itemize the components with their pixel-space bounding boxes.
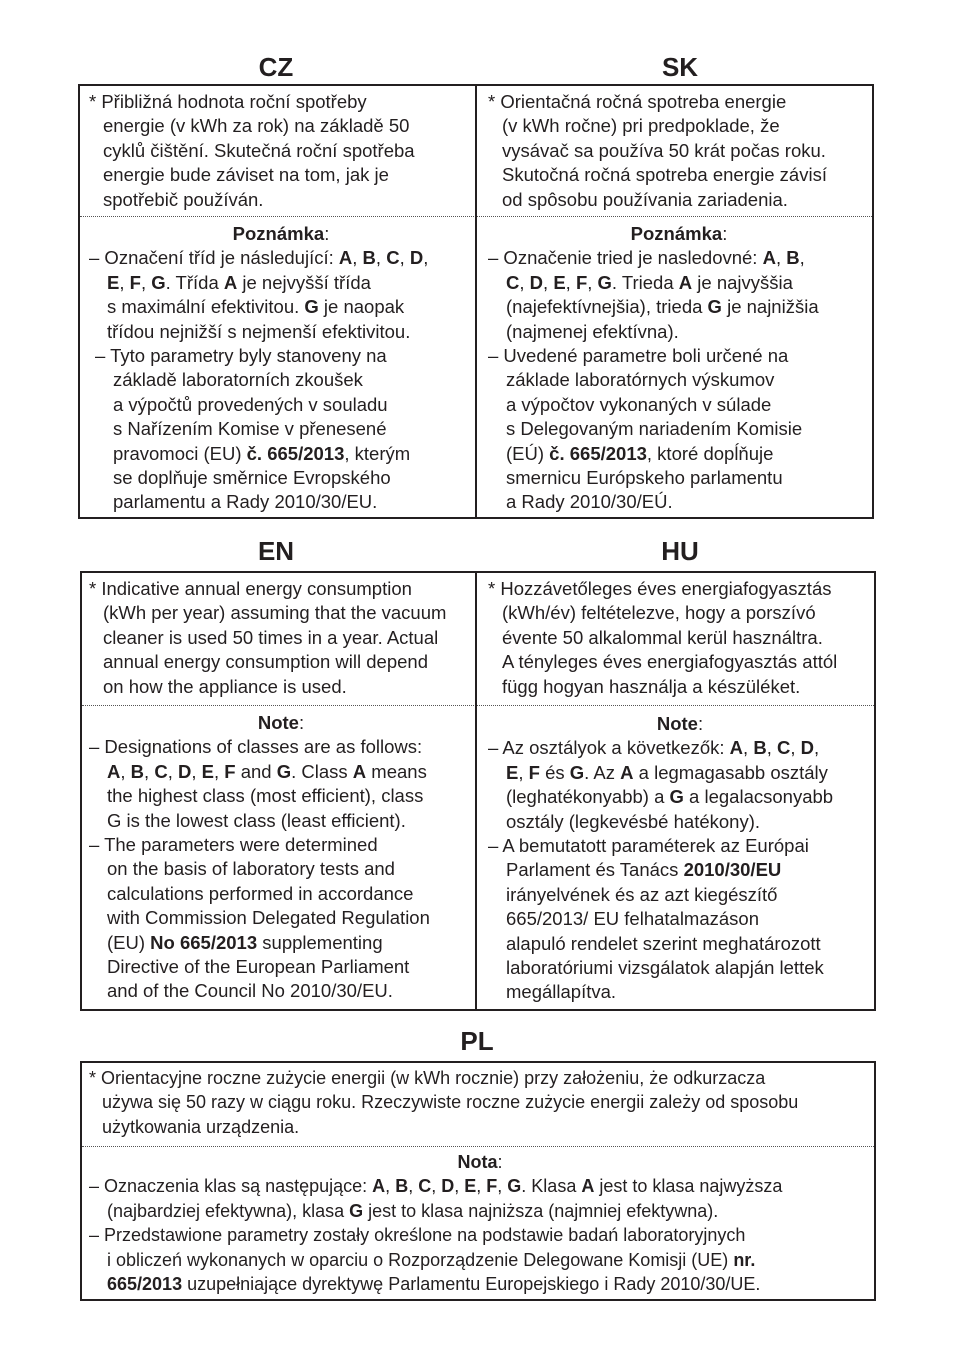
divider-dotted [477,216,872,217]
hu-note-line: alapuló rendelet szerint meghatározott [506,932,821,954]
sk-intro-line: * Orientačná ročná spotreba energie [488,91,787,112]
sk-note-line: C, D, E, F, G. Trieda A je najvyššia [506,271,793,293]
sk-intro-line: (v kWh ročne) pri predpoklade, že [502,115,780,137]
hu-intro-line: * Hozzávetőleges éves energiafogyasztás [488,578,832,599]
cz-intro-line: * Přibližná hodnota roční spotřeby [89,91,367,112]
cz-note-line: základě laboratorních zkoušek [113,369,363,391]
cz-intro-line: energie (v kWh za rok) na základě 50 [103,115,410,137]
pl-note-line: – Oznaczenia klas są następujące: A, B, C, D, E, F, G. Klasa A jest to klasa najwyższa [89,1176,783,1197]
hu-note-line: E, F és G. Az A a legmagasabb osztály [506,761,828,783]
heading-cz: CZ [258,52,294,82]
heading-pl: PL [460,1026,494,1056]
sk-note-line: s Delegovaným nariadením Komisie [506,418,803,440]
pl-intro [89,1066,798,1139]
hu-intro-line: A tényleges éves energiafogyasztás attól [502,651,838,673]
divider-dotted [477,705,874,706]
sk-intro-line: Skutočná ročná spotreba energie závisí [502,164,827,186]
en-note-line: G is the lowest class (least efficient). [107,809,406,831]
cz-intro-line: spotřebič používán. [103,188,264,210]
sk-note-line: (EÚ) č. 665/2013, ktoré dopĺňuje [506,442,774,464]
cz-note-title: Poznámka: [232,223,330,244]
cz-note-line: pravomoci (EU) č. 665/2013, kterým [113,442,411,464]
sk-note-title: Poznámka: [630,223,728,244]
hu-note-line: megállapítva. [506,981,617,1003]
heading-sk: SK [661,52,699,82]
cz-note-line: – Tyto parametry byly stanoveny na [95,345,387,367]
cz-note-line: s Nařízením Komise v přenesené [113,418,387,440]
hu-note [488,712,872,1005]
en-note-line: A, B, C, D, E, F and G. Class A means [107,760,427,782]
hu-note-title: Note: [656,713,704,734]
hu-note-line: (leghatékonyabb) a G a legalacsonyabb [506,786,834,808]
en-note-line: – Designations of classes are as follows: [89,736,423,758]
cz-intro [89,90,415,212]
en-note-line: on the basis of laboratory tests and [107,858,395,880]
sk-note-line: základe laboratórnych výskumov [506,369,775,391]
en-intro-line: annual energy consumption will depend [103,651,428,673]
sk-note [488,222,870,515]
sk-intro [488,90,827,212]
sk-note-line: (najmenej efektívna). [506,320,679,342]
sk-note-line: a Rady 2010/30/EÚ. [506,491,673,513]
en-note-line: the highest class (most efficient), class [107,785,424,807]
en-intro-line: cleaner is used 50 times in a year. Actual [103,626,439,648]
en-note-line: (EU) No 665/2013 supplementing [107,931,383,953]
sk-note-line: (najefektívnejšia), trieda G je najnižšia [506,296,819,318]
hu-note-line: Parlament és Tanács 2010/30/EU [506,859,782,881]
cz-note-line: a výpočtů provedených v souladu [113,393,388,415]
cz-intro-line: cyklů čištění. Skutečná roční spotřeba [103,139,415,161]
pl-intro-line: użytkowania urządzenia. [102,1116,300,1137]
cz-note [89,222,473,515]
sk-note-line: smernicu Európskeho parlamentu [506,467,783,489]
divider-dotted [80,216,474,217]
hu-note-line: – A bemutatott paraméterek az Európai [488,835,809,857]
en-note-line: Directive of the European Parliament [107,956,410,978]
hu-intro [488,577,837,699]
pl-note-title: Nota: [457,1152,503,1172]
heading-en: EN [257,536,295,566]
pl-intro-line: * Orientacyjne roczne zużycie energii (w kWh rocznie) przy założeniu, że odkurzacza [89,1068,766,1088]
pl-note-line: (najbardziej efektywna), klasa G jest to klasa najniższa (najmniej efektywna). [107,1200,719,1221]
en-note-line: calculations performed in accordance [107,882,414,904]
divider-vertical [475,86,477,517]
hu-note-line: 665/2013/ EU felhatalmazáson [506,908,760,930]
box-en-hu [80,571,876,1011]
box-pl [80,1061,876,1301]
cz-note-line: parlamentu a Rady 2010/30/EU. [113,491,378,513]
en-intro-line: * Indicative annual energy consumption [89,578,412,599]
hu-note-line: – Az osztályok a következők: A, B, C, D, [488,737,820,759]
sk-note-line: a výpočtov vykonaných v súlade [506,393,772,415]
hu-intro-line: függ hogyan használja a készüléket. [502,675,801,697]
cz-note-line: E, F, G. Třída A je nejvyšší třída [107,271,371,293]
en-intro-line: (kWh per year) assuming that the vacuum [103,602,447,624]
sk-intro-line: vysávač sa používa 50 krát počas roku. [502,139,826,161]
sk-intro-line: od spôsobu používania zariadenia. [502,188,788,210]
en-note-title: Note: [257,712,305,733]
cz-note-line: s maximální efektivitou. G je naopak [107,296,405,318]
en-intro [89,577,446,699]
hu-note-line: osztály (legkevésbé hatékony). [506,810,760,832]
en-note-line: with Commission Delegated Regulation [107,907,430,929]
cz-note-line: třídou nejnižší s nejmenší efektivitou. [107,320,411,342]
divider-dotted [82,1146,874,1147]
en-intro-line: on how the appliance is used. [103,675,347,697]
heading-hu: HU [661,536,699,566]
pl-intro-line: używa się 50 razy w ciągu roku. Rzeczywiste roczne zużycie energii zależy od sposobu [102,1092,799,1113]
divider-vertical [475,573,477,1009]
pl-note-line: – Przedstawione parametry zostały określone na podstawie badań laboratoryjnych [89,1225,746,1246]
hu-note-line: irányelvének és az azt kiegészítő [506,883,778,905]
hu-note-line: laboratóriumi vizsgálatok alapján lettek [506,957,824,979]
sk-note-line: – Uvedené parametre boli určené na [488,345,789,367]
en-note [89,711,473,1004]
sk-note-line: – Označenie tried je nasledovné: A, B, [488,247,805,269]
cz-note-line: – Označení tříd je následující: A, B, C, D, [89,247,429,269]
cz-note-line: se doplňuje směrnice Evropského [113,467,391,489]
divider-dotted [82,705,474,706]
pl-note-line: i obliczeń wykonanych w oparciu o Rozporządzenie Delegowane Komisji (UE) nr. [107,1249,756,1270]
hu-intro-line: évente 50 alkalommal kerül használtra. [502,626,823,648]
cz-intro-line: energie bude záviset na tom, jak je [103,164,389,186]
pl-note-line: 665/2013 uzupełniające dyrektywę Parlamentu Europejskiego i Rady 2010/30/UE. [107,1274,761,1295]
en-note-line: – The parameters were determined [89,834,378,856]
en-note-line: and of the Council No 2010/30/EU. [107,980,393,1002]
pl-note [89,1150,871,1296]
box-cz-sk [78,84,874,519]
hu-intro-line: (kWh/év) feltételezve, hogy a porszívó [502,602,816,624]
